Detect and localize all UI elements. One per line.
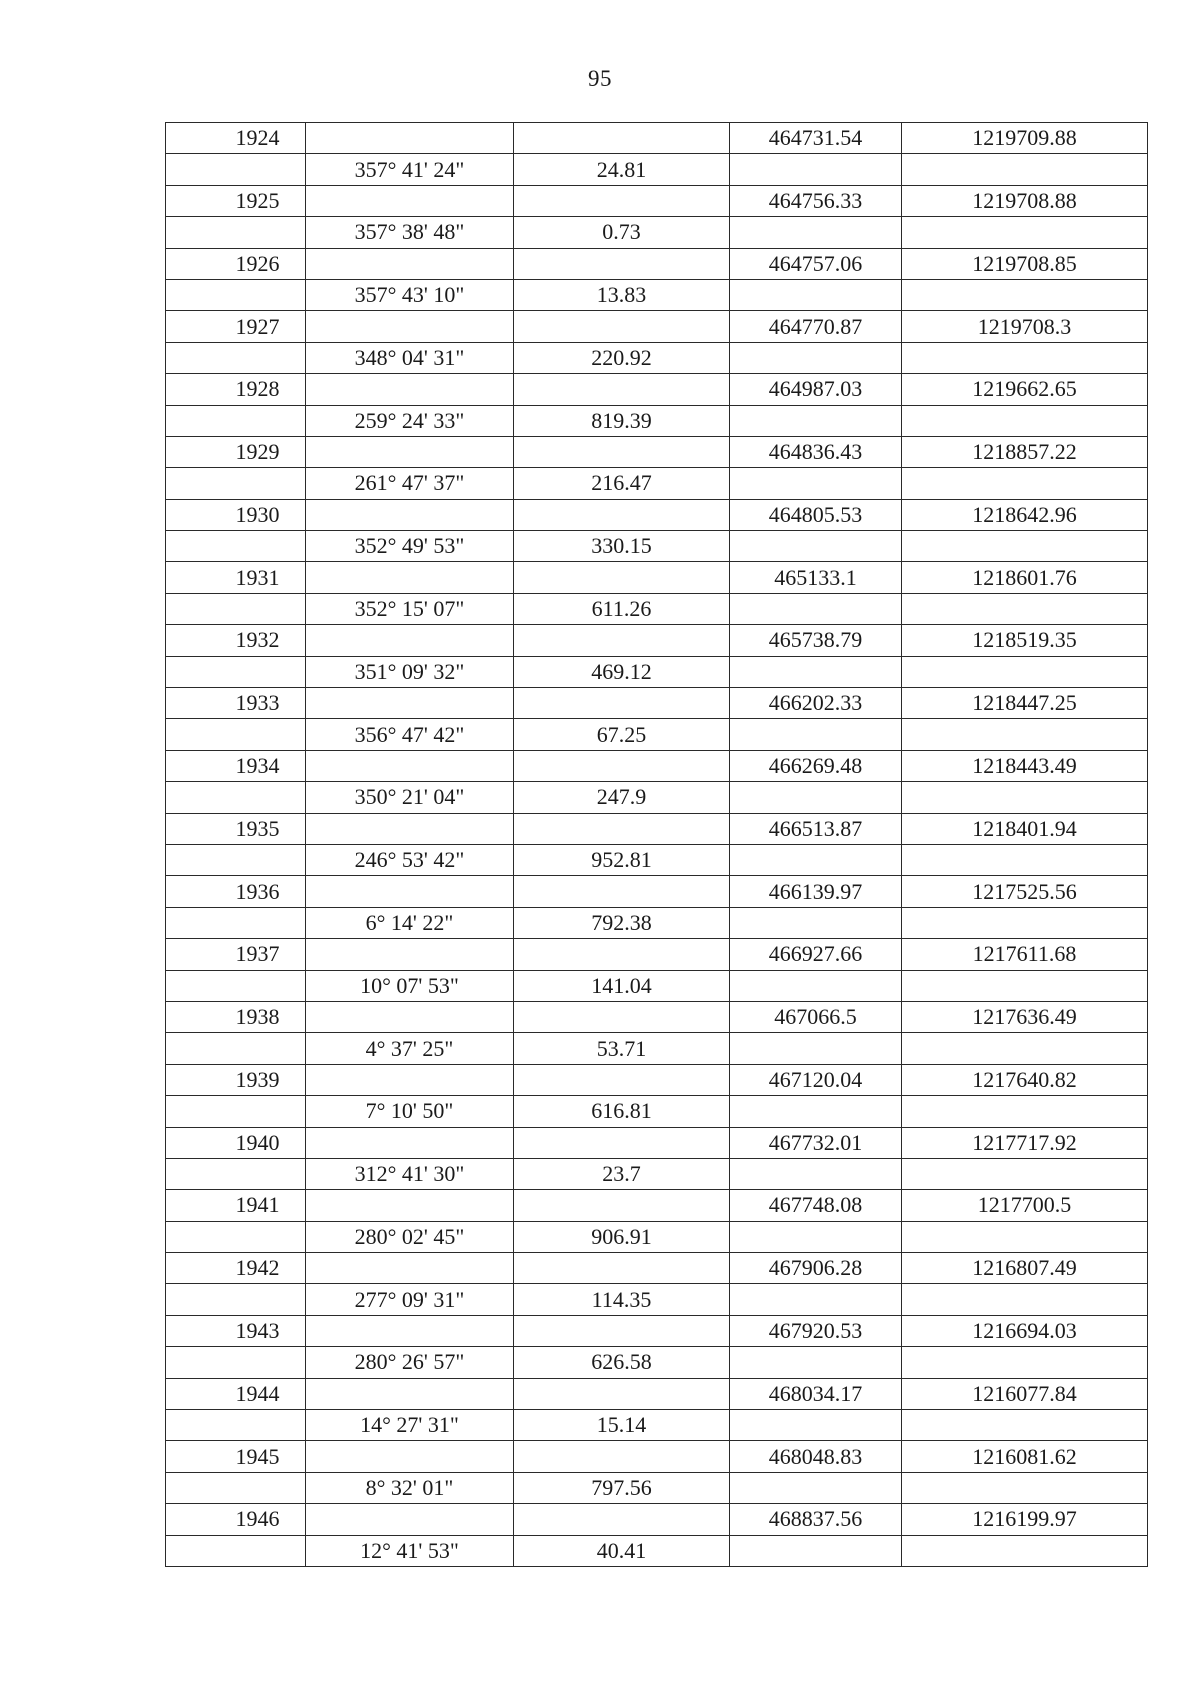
table-row [166, 688, 1148, 719]
easting-cell: 1217717.92 [902, 1127, 1148, 1158]
distance-cell: 216.47 [514, 468, 730, 499]
easting-cell [902, 1033, 1148, 1064]
table-row [166, 436, 1148, 467]
easting-cell: 1216077.84 [902, 1378, 1148, 1409]
bearing-cell: 356° 47' 42" [306, 719, 514, 750]
station-cell: 1924 [166, 123, 306, 154]
northing-cell: 466269.48 [730, 750, 902, 781]
bearing-cell: 350° 21' 04" [306, 782, 514, 813]
table-row [166, 1535, 1148, 1566]
easting-cell: 1219709.88 [902, 123, 1148, 154]
bearing-cell [306, 185, 514, 216]
distance-cell [514, 876, 730, 907]
northing-cell: 466927.66 [730, 939, 902, 970]
northing-cell: 467748.08 [730, 1190, 902, 1221]
northing-cell: 464987.03 [730, 374, 902, 405]
distance-cell: 24.81 [514, 154, 730, 185]
bearing-cell [306, 1253, 514, 1284]
table-row [166, 1158, 1148, 1189]
northing-cell [730, 405, 902, 436]
table-row [166, 593, 1148, 624]
distance-cell: 330.15 [514, 531, 730, 562]
station-cell: 1930 [166, 499, 306, 530]
station-cell: 1941 [166, 1190, 306, 1221]
table-row [166, 531, 1148, 562]
station-cell: 1928 [166, 374, 306, 405]
bearing-cell: 357° 41' 24" [306, 154, 514, 185]
northing-cell: 467906.28 [730, 1253, 902, 1284]
bearing-cell [306, 1378, 514, 1409]
bearing-cell [306, 1315, 514, 1346]
station-cell: 1936 [166, 876, 306, 907]
easting-cell [902, 279, 1148, 310]
station-cell [166, 1410, 306, 1441]
easting-cell [902, 970, 1148, 1001]
station-cell [166, 1158, 306, 1189]
easting-cell: 1219662.65 [902, 374, 1148, 405]
easting-cell: 1218447.25 [902, 688, 1148, 719]
northing-cell: 467732.01 [730, 1127, 902, 1158]
bearing-cell: 352° 15' 07" [306, 593, 514, 624]
table-row [166, 1441, 1148, 1472]
station-cell [166, 279, 306, 310]
station-cell: 1939 [166, 1064, 306, 1095]
easting-cell: 1216199.97 [902, 1504, 1148, 1535]
bearing-cell: 6° 14' 22" [306, 907, 514, 938]
bearing-cell [306, 1001, 514, 1032]
easting-cell [902, 656, 1148, 687]
northing-cell [730, 1033, 902, 1064]
easting-cell: 1217611.68 [902, 939, 1148, 970]
station-cell [166, 1472, 306, 1503]
easting-cell [902, 154, 1148, 185]
easting-cell [902, 468, 1148, 499]
distance-cell: 819.39 [514, 405, 730, 436]
northing-cell [730, 154, 902, 185]
distance-cell: 220.92 [514, 342, 730, 373]
northing-cell: 466513.87 [730, 813, 902, 844]
table-row [166, 562, 1148, 593]
easting-cell [902, 1221, 1148, 1252]
station-cell [166, 1221, 306, 1252]
northing-cell: 465133.1 [730, 562, 902, 593]
table-row [166, 1001, 1148, 1032]
easting-cell: 1217700.5 [902, 1190, 1148, 1221]
northing-cell [730, 1535, 902, 1566]
table-row [166, 1033, 1148, 1064]
easting-cell [902, 782, 1148, 813]
easting-cell [902, 1535, 1148, 1566]
distance-cell: 626.58 [514, 1347, 730, 1378]
distance-cell: 40.41 [514, 1535, 730, 1566]
table-row [166, 656, 1148, 687]
easting-cell: 1217640.82 [902, 1064, 1148, 1095]
table-row [166, 1315, 1148, 1346]
table-row [166, 782, 1148, 813]
distance-cell [514, 248, 730, 279]
easting-cell [902, 593, 1148, 624]
easting-cell [902, 1158, 1148, 1189]
bearing-cell [306, 939, 514, 970]
station-cell: 1945 [166, 1441, 306, 1472]
distance-cell: 906.91 [514, 1221, 730, 1252]
bearing-cell: 261° 47' 37" [306, 468, 514, 499]
station-cell: 1940 [166, 1127, 306, 1158]
northing-cell [730, 1221, 902, 1252]
easting-cell [902, 1284, 1148, 1315]
bearing-cell [306, 750, 514, 781]
station-cell: 1946 [166, 1504, 306, 1535]
easting-cell [902, 907, 1148, 938]
table-row [166, 154, 1148, 185]
station-cell: 1937 [166, 939, 306, 970]
northing-cell: 464836.43 [730, 436, 902, 467]
distance-cell: 952.81 [514, 844, 730, 875]
station-cell [166, 1284, 306, 1315]
distance-cell: 797.56 [514, 1472, 730, 1503]
station-cell [166, 154, 306, 185]
bearing-cell [306, 625, 514, 656]
bearing-cell [306, 688, 514, 719]
table-row [166, 970, 1148, 1001]
table-row [166, 1410, 1148, 1441]
northing-cell [730, 468, 902, 499]
distance-cell: 23.7 [514, 1158, 730, 1189]
station-cell: 1938 [166, 1001, 306, 1032]
table-row [166, 876, 1148, 907]
northing-cell: 467066.5 [730, 1001, 902, 1032]
northing-cell [730, 531, 902, 562]
easting-cell [902, 1347, 1148, 1378]
station-cell: 1934 [166, 750, 306, 781]
bearing-cell [306, 1064, 514, 1095]
table-row [166, 279, 1148, 310]
bearing-cell [306, 1190, 514, 1221]
easting-cell: 1216694.03 [902, 1315, 1148, 1346]
distance-cell [514, 1378, 730, 1409]
bearing-cell [306, 436, 514, 467]
station-cell [166, 656, 306, 687]
easting-cell: 1219708.3 [902, 311, 1148, 342]
table-row [166, 499, 1148, 530]
easting-cell [902, 405, 1148, 436]
station-cell [166, 1347, 306, 1378]
table-row [166, 1504, 1148, 1535]
table-row [166, 1064, 1148, 1095]
station-cell [166, 217, 306, 248]
table-row [166, 907, 1148, 938]
northing-cell [730, 217, 902, 248]
distance-cell [514, 1190, 730, 1221]
easting-cell [902, 1410, 1148, 1441]
table-row [166, 185, 1148, 216]
distance-cell: 141.04 [514, 970, 730, 1001]
easting-cell [902, 1472, 1148, 1503]
distance-cell: 53.71 [514, 1033, 730, 1064]
station-cell: 1927 [166, 311, 306, 342]
bearing-cell: 348° 04' 31" [306, 342, 514, 373]
easting-cell: 1219708.88 [902, 185, 1148, 216]
easting-cell: 1217525.56 [902, 876, 1148, 907]
station-cell [166, 1096, 306, 1127]
distance-cell: 114.35 [514, 1284, 730, 1315]
easting-cell: 1218519.35 [902, 625, 1148, 656]
station-cell: 1935 [166, 813, 306, 844]
northing-cell: 464805.53 [730, 499, 902, 530]
easting-cell: 1218642.96 [902, 499, 1148, 530]
easting-cell: 1218401.94 [902, 813, 1148, 844]
bearing-cell: 277° 09' 31" [306, 1284, 514, 1315]
bearing-cell [306, 562, 514, 593]
table-row [166, 1284, 1148, 1315]
easting-cell: 1216807.49 [902, 1253, 1148, 1284]
easting-cell [902, 217, 1148, 248]
northing-cell: 464757.06 [730, 248, 902, 279]
bearing-cell [306, 813, 514, 844]
easting-cell [902, 719, 1148, 750]
table-row [166, 1472, 1148, 1503]
northing-cell [730, 279, 902, 310]
northing-cell [730, 1096, 902, 1127]
distance-cell: 469.12 [514, 656, 730, 687]
bearing-cell: 10° 07' 53" [306, 970, 514, 1001]
table-row [166, 248, 1148, 279]
table-row [166, 1378, 1148, 1409]
station-cell [166, 342, 306, 373]
station-cell: 1931 [166, 562, 306, 593]
table-row [166, 217, 1148, 248]
table-row [166, 374, 1148, 405]
table-row [166, 405, 1148, 436]
station-cell: 1944 [166, 1378, 306, 1409]
easting-cell: 1217636.49 [902, 1001, 1148, 1032]
distance-cell: 616.81 [514, 1096, 730, 1127]
traverse-table [165, 122, 1148, 1567]
northing-cell [730, 1472, 902, 1503]
station-cell [166, 468, 306, 499]
distance-cell [514, 311, 730, 342]
distance-cell [514, 1001, 730, 1032]
easting-cell [902, 342, 1148, 373]
bearing-cell: 4° 37' 25" [306, 1033, 514, 1064]
distance-cell [514, 374, 730, 405]
station-cell: 1943 [166, 1315, 306, 1346]
bearing-cell: 7° 10' 50" [306, 1096, 514, 1127]
northing-cell [730, 1284, 902, 1315]
distance-cell: 0.73 [514, 217, 730, 248]
distance-cell: 247.9 [514, 782, 730, 813]
table-row [166, 1190, 1148, 1221]
bearing-cell [306, 248, 514, 279]
northing-cell [730, 719, 902, 750]
northing-cell: 464731.54 [730, 123, 902, 154]
bearing-cell: 246° 53' 42" [306, 844, 514, 875]
page-number: 95 [588, 66, 612, 91]
northing-cell [730, 1410, 902, 1441]
distance-cell [514, 436, 730, 467]
distance-cell [514, 1315, 730, 1346]
table-row [166, 625, 1148, 656]
station-cell [166, 1535, 306, 1566]
northing-cell [730, 907, 902, 938]
bearing-cell: 352° 49' 53" [306, 531, 514, 562]
easting-cell: 1219708.85 [902, 248, 1148, 279]
bearing-cell [306, 311, 514, 342]
bearing-cell: 259° 24' 33" [306, 405, 514, 436]
station-cell [166, 531, 306, 562]
northing-cell: 468048.83 [730, 1441, 902, 1472]
northing-cell: 464770.87 [730, 311, 902, 342]
easting-cell: 1218443.49 [902, 750, 1148, 781]
easting-cell: 1218857.22 [902, 436, 1148, 467]
bearing-cell [306, 1127, 514, 1158]
bearing-cell: 312° 41' 30" [306, 1158, 514, 1189]
northing-cell [730, 844, 902, 875]
table-row [166, 123, 1148, 154]
bearing-cell [306, 123, 514, 154]
table-row [166, 468, 1148, 499]
distance-cell [514, 1064, 730, 1095]
table-row [166, 939, 1148, 970]
station-cell: 1933 [166, 688, 306, 719]
bearing-cell: 280° 26' 57" [306, 1347, 514, 1378]
northing-cell [730, 1158, 902, 1189]
station-cell: 1942 [166, 1253, 306, 1284]
distance-cell [514, 1441, 730, 1472]
table-row [166, 844, 1148, 875]
northing-cell [730, 593, 902, 624]
station-cell [166, 1033, 306, 1064]
easting-cell: 1218601.76 [902, 562, 1148, 593]
distance-cell [514, 1253, 730, 1284]
northing-cell [730, 342, 902, 373]
bearing-cell [306, 499, 514, 530]
easting-cell [902, 844, 1148, 875]
distance-cell [514, 813, 730, 844]
easting-cell [902, 531, 1148, 562]
northing-cell: 466139.97 [730, 876, 902, 907]
distance-cell: 13.83 [514, 279, 730, 310]
northing-cell: 468034.17 [730, 1378, 902, 1409]
distance-cell: 611.26 [514, 593, 730, 624]
easting-cell: 1216081.62 [902, 1441, 1148, 1472]
distance-cell [514, 688, 730, 719]
table-row [166, 1221, 1148, 1252]
distance-cell [514, 1127, 730, 1158]
table-row [166, 813, 1148, 844]
northing-cell [730, 656, 902, 687]
station-cell: 1932 [166, 625, 306, 656]
northing-cell: 467920.53 [730, 1315, 902, 1346]
bearing-cell [306, 876, 514, 907]
distance-cell [514, 499, 730, 530]
table-row [166, 1127, 1148, 1158]
station-cell [166, 844, 306, 875]
bearing-cell: 357° 43' 10" [306, 279, 514, 310]
table-row [166, 1253, 1148, 1284]
northing-cell [730, 1347, 902, 1378]
station-cell [166, 593, 306, 624]
distance-cell [514, 1504, 730, 1535]
bearing-cell: 14° 27' 31" [306, 1410, 514, 1441]
bearing-cell: 357° 38' 48" [306, 217, 514, 248]
table-row [166, 750, 1148, 781]
distance-cell [514, 123, 730, 154]
distance-cell [514, 185, 730, 216]
northing-cell: 465738.79 [730, 625, 902, 656]
bearing-cell: 351° 09' 32" [306, 656, 514, 687]
traverse-table-body [166, 123, 1148, 1567]
station-cell [166, 719, 306, 750]
distance-cell: 67.25 [514, 719, 730, 750]
station-cell: 1925 [166, 185, 306, 216]
distance-cell: 792.38 [514, 907, 730, 938]
bearing-cell: 8° 32' 01" [306, 1472, 514, 1503]
station-cell [166, 405, 306, 436]
table-row [166, 1096, 1148, 1127]
table-row [166, 342, 1148, 373]
northing-cell: 468837.56 [730, 1504, 902, 1535]
station-cell [166, 782, 306, 813]
distance-cell [514, 625, 730, 656]
bearing-cell: 12° 41' 53" [306, 1535, 514, 1566]
bearing-cell: 280° 02' 45" [306, 1221, 514, 1252]
station-cell [166, 907, 306, 938]
northing-cell: 466202.33 [730, 688, 902, 719]
distance-cell [514, 750, 730, 781]
northing-cell: 467120.04 [730, 1064, 902, 1095]
table-row [166, 1347, 1148, 1378]
bearing-cell [306, 1504, 514, 1535]
distance-cell [514, 562, 730, 593]
distance-cell [514, 939, 730, 970]
northing-cell: 464756.33 [730, 185, 902, 216]
northing-cell [730, 782, 902, 813]
station-cell [166, 970, 306, 1001]
bearing-cell [306, 1441, 514, 1472]
distance-cell: 15.14 [514, 1410, 730, 1441]
easting-cell [902, 1096, 1148, 1127]
bearing-cell [306, 374, 514, 405]
station-cell: 1929 [166, 436, 306, 467]
table-row [166, 719, 1148, 750]
northing-cell [730, 970, 902, 1001]
table-row [166, 311, 1148, 342]
station-cell: 1926 [166, 248, 306, 279]
